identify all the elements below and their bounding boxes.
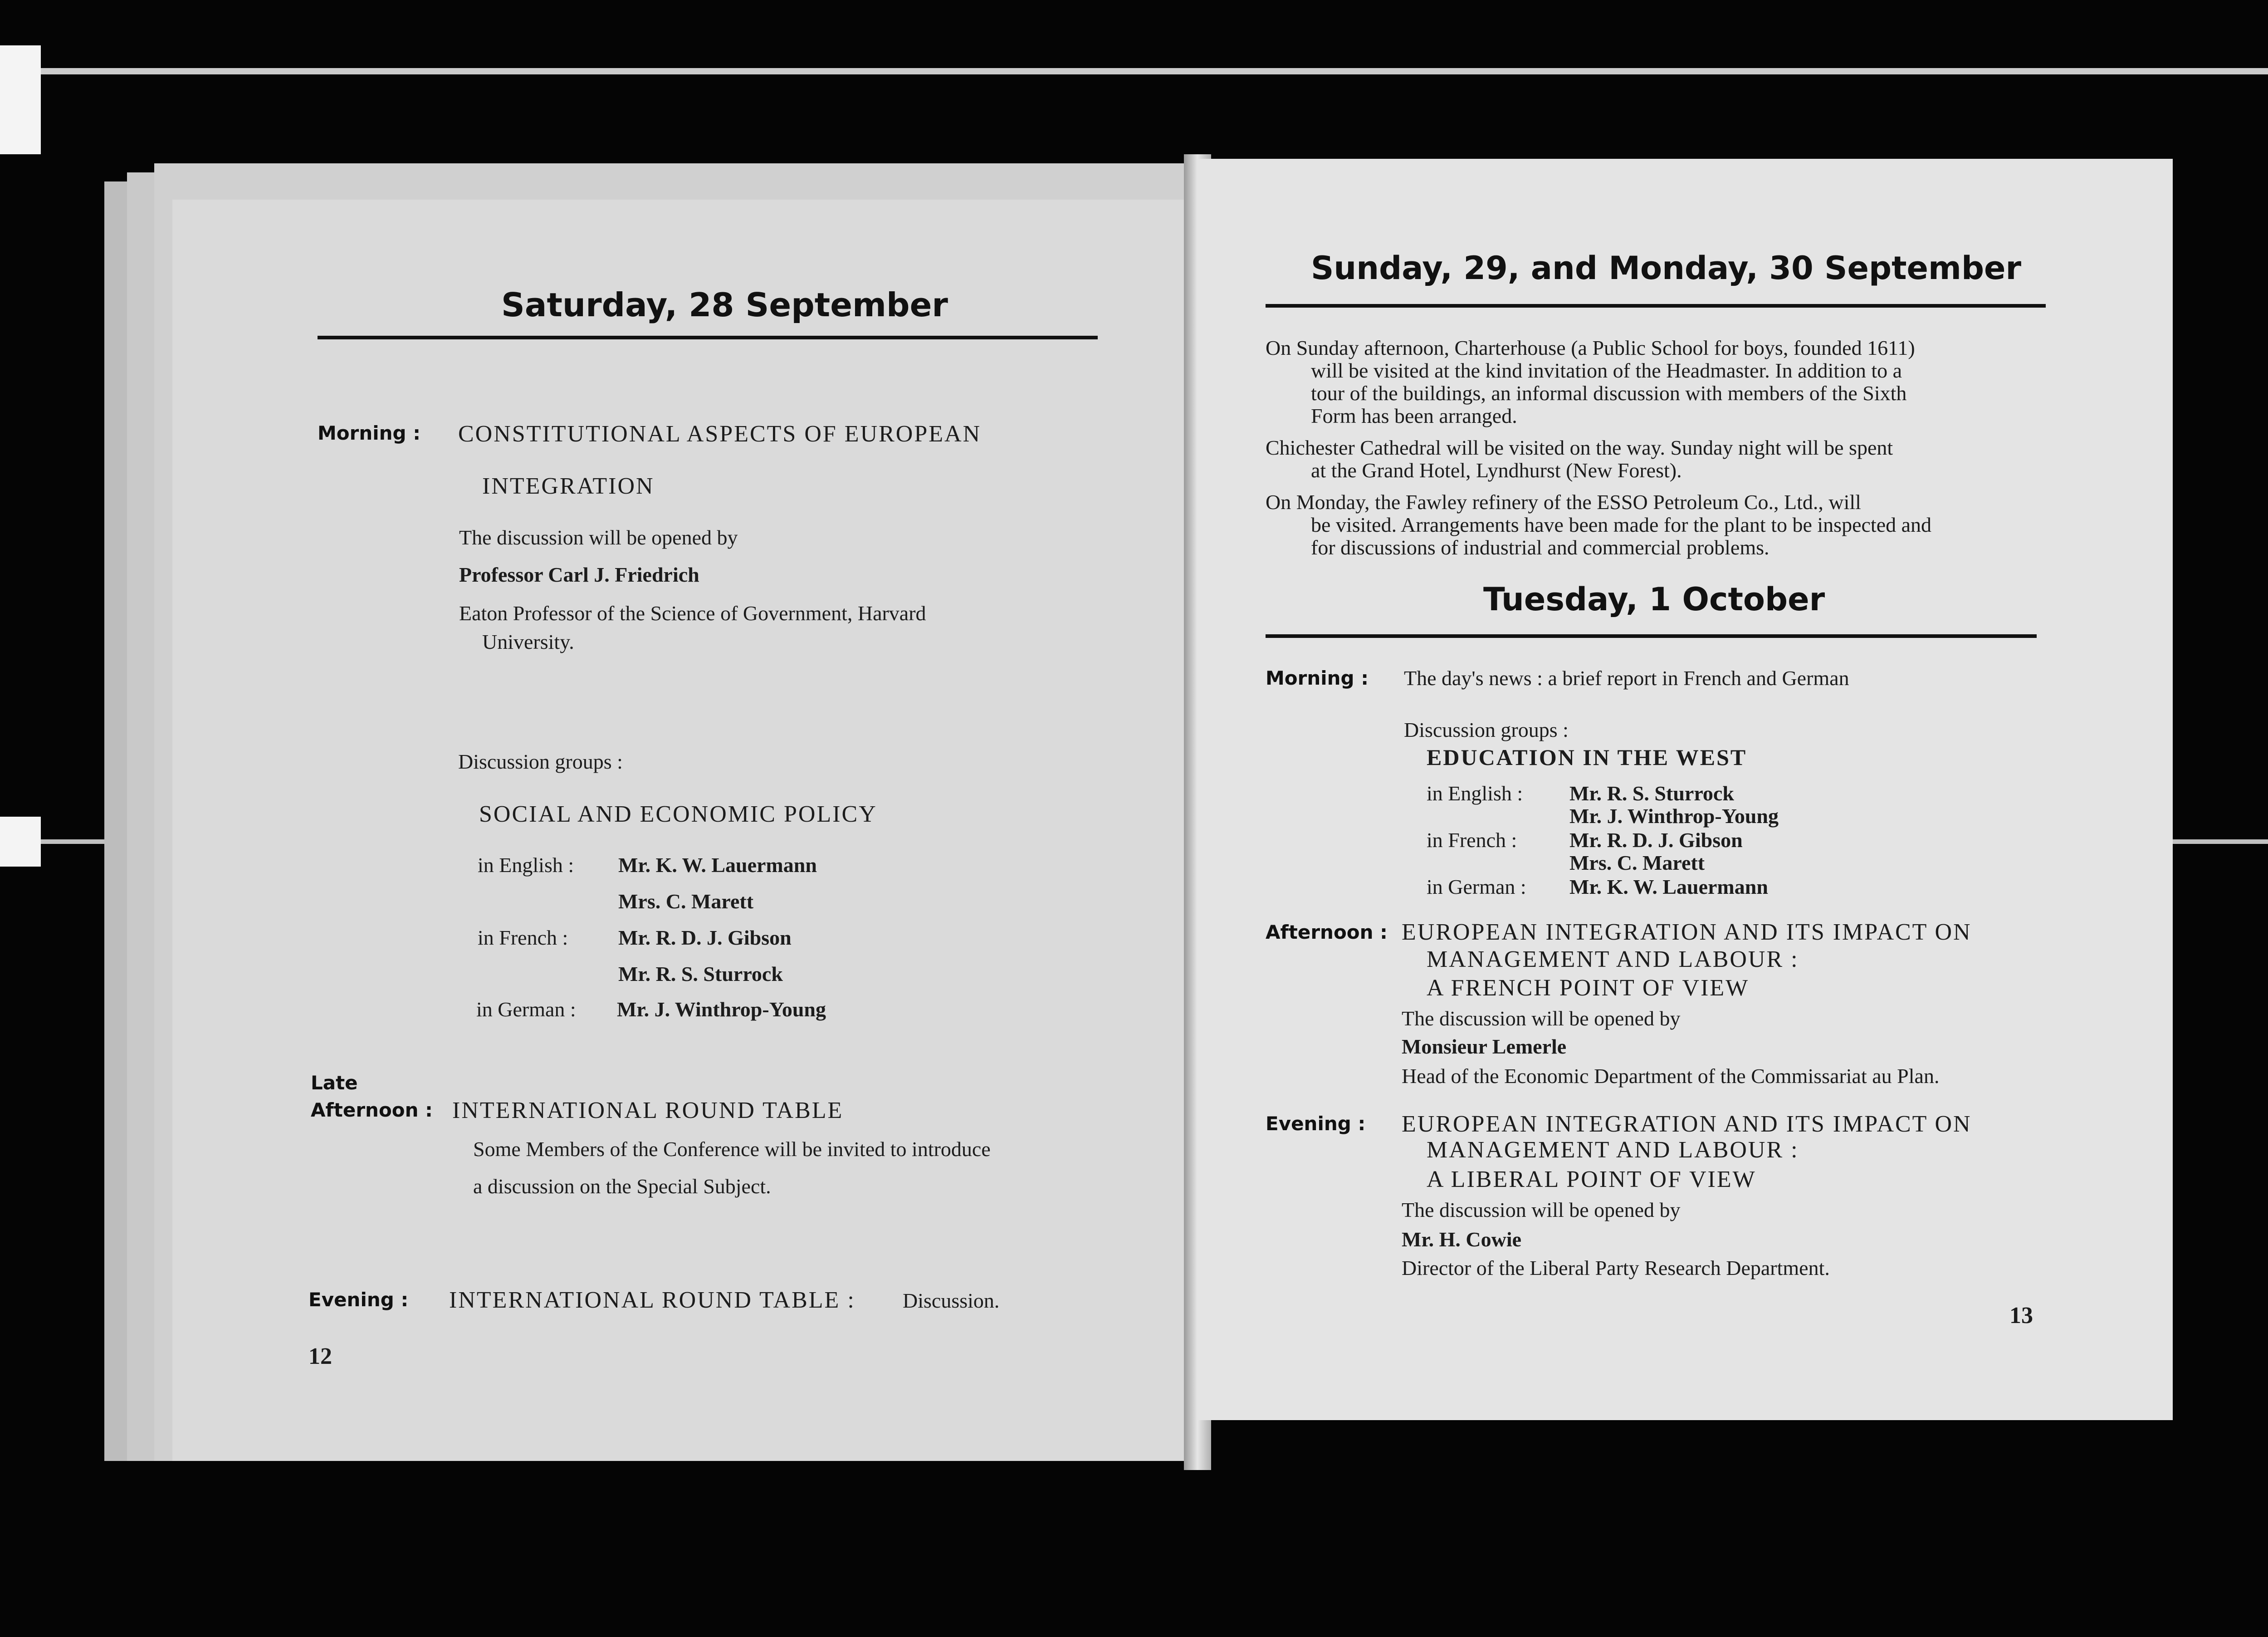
left-page <box>172 200 1198 1461</box>
afternoon-topic: MANAGEMENT AND LABOUR : <box>1427 946 1799 972</box>
groups-topic: EDUCATION IN THE WEST <box>1427 745 1747 770</box>
language-label: in French : <box>1427 828 1517 852</box>
speaker-title: Head of the Economic Department of the Commissariat au Plan. <box>1402 1064 1940 1088</box>
paragraph-line: Chichester Cathedral will be visited on the way. Sunday night will be spent <box>1266 436 1893 459</box>
language-label: in English : <box>1427 782 1523 805</box>
group-member: Mr. R. S. Sturrock <box>1569 782 1734 805</box>
page-title: Sunday, 29, and Monday, 30 September <box>1311 250 2022 287</box>
afternoon-desc: a discussion on the Special Subject. <box>473 1175 771 1198</box>
evening-topic: MANAGEMENT AND LABOUR : <box>1427 1137 1799 1163</box>
group-member: Mr. J. Winthrop-Young <box>1569 804 1779 828</box>
language-label: in French : <box>478 926 568 949</box>
group-member: Mrs. C. Marett <box>1569 851 1705 874</box>
afternoon-desc: Some Members of the Conference will be invited to introduce <box>473 1137 991 1161</box>
evening-suffix: Discussion. <box>903 1289 1000 1312</box>
speaker-title: Director of the Liberal Party Research Department. <box>1402 1256 1830 1279</box>
evening-topic: A LIBERAL POINT OF VIEW <box>1427 1166 1756 1192</box>
group-member: Mr. K. W. Lauermann <box>1569 875 1768 898</box>
afternoon-topic: EUROPEAN INTEGRATION AND ITS IMPACT ON <box>1402 919 1972 945</box>
page-number: 12 <box>308 1343 332 1369</box>
scan-edge-mark <box>0 817 41 867</box>
section-title: Tuesday, 1 October <box>1483 581 1825 618</box>
scan-flash-top <box>0 68 2268 74</box>
right-page <box>1198 159 2173 1420</box>
evening-topic: EUROPEAN INTEGRATION AND ITS IMPACT ON <box>1402 1111 1972 1137</box>
speaker-title: Eaton Professor of the Science of Government, Harvard <box>459 602 926 625</box>
morning-label: Morning : <box>318 422 421 444</box>
opened-by: The discussion will be opened by <box>1402 1198 1681 1221</box>
group-member: Mr. J. Winthrop-Young <box>617 998 826 1021</box>
title-rule <box>1266 304 2046 308</box>
paragraph-line: will be visited at the kind invitation of the Headmaster. In addition to a <box>1311 359 1902 382</box>
language-label: in German : <box>1427 875 1526 898</box>
page-number: 13 <box>2009 1303 2033 1328</box>
groups-label: Discussion groups : <box>458 750 623 773</box>
afternoon-label: Afternoon : <box>1266 921 1388 943</box>
evening-topic: INTERNATIONAL ROUND TABLE : <box>449 1287 855 1313</box>
speaker-name: Professor Carl J. Friedrich <box>459 563 699 586</box>
evening-label: Evening : <box>308 1289 409 1311</box>
speaker-title: University. <box>482 630 574 653</box>
morning-topic: INTEGRATION <box>482 473 655 499</box>
evening-label: Evening : <box>1266 1113 1366 1135</box>
afternoon-topic: INTERNATIONAL ROUND TABLE <box>452 1098 844 1123</box>
paragraph-line: On Monday, the Fawley refinery of the ESSO Petroleum Co., Ltd., will <box>1266 490 1861 514</box>
group-member: Mr. R. D. J. Gibson <box>1569 828 1743 852</box>
title-rule <box>1266 634 2037 638</box>
opened-by: The discussion will be opened by <box>459 526 738 549</box>
page-title: Saturday, 28 September <box>501 286 948 324</box>
paragraph-line: On Sunday afternoon, Charterhouse (a Public School for boys, founded 1611) <box>1266 336 1915 359</box>
speaker-name: Mr. H. Cowie <box>1402 1228 1522 1251</box>
paragraph-line: Form has been arranged. <box>1311 404 1517 427</box>
paragraph-line: tour of the buildings, an informal discussion with members of the Sixth <box>1311 382 1907 405</box>
paragraph-line: be visited. Arrangements have been made for the plant to be inspected and <box>1311 513 1932 536</box>
group-member: Mrs. C. Marett <box>618 890 754 913</box>
language-label: in German : <box>476 998 576 1021</box>
paragraph-line: at the Grand Hotel, Lyndhurst (New Forest). <box>1311 459 1682 482</box>
paragraph-line: for discussions of industrial and commercial problems. <box>1311 536 1769 559</box>
speaker-name: Monsieur Lemerle <box>1402 1035 1567 1058</box>
title-rule <box>318 336 1098 339</box>
afternoon-topic: A FRENCH POINT OF VIEW <box>1427 975 1750 1001</box>
scan-edge-mark <box>0 45 41 154</box>
morning-news: The day's news : a brief report in French and German <box>1404 667 1849 690</box>
late-label: Late <box>311 1072 358 1094</box>
morning-topic: CONSTITUTIONAL ASPECTS OF EUROPEAN <box>458 421 982 447</box>
group-member: Mr. R. S. Sturrock <box>618 962 783 985</box>
opened-by: The discussion will be opened by <box>1402 1007 1681 1030</box>
morning-label: Morning : <box>1266 667 1369 689</box>
groups-label: Discussion groups : <box>1404 718 1569 741</box>
language-label: in English : <box>478 853 574 877</box>
afternoon-label: Afternoon : <box>311 1099 433 1121</box>
group-member: Mr. R. D. J. Gibson <box>618 926 792 949</box>
group-member: Mr. K. W. Lauermann <box>618 853 817 877</box>
groups-topic: SOCIAL AND ECONOMIC POLICY <box>479 801 877 827</box>
